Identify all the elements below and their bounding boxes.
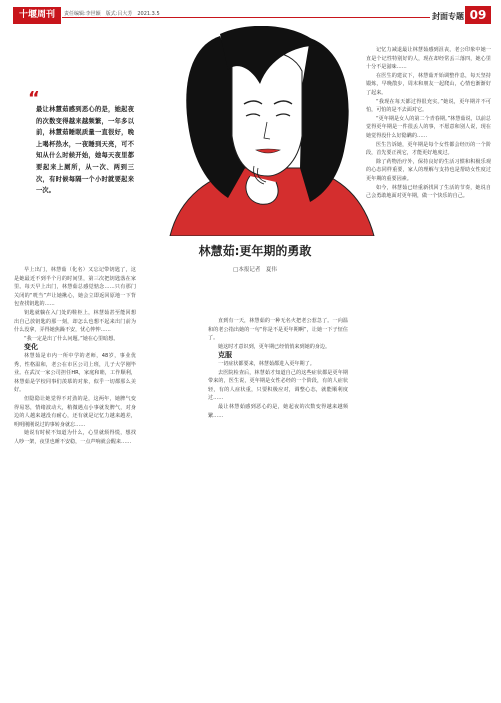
masthead-title: 十堰周刊 [13,7,61,24]
paragraph: 她说有时候不知道为什么，心里就烦得慌，想找人吵一架，夜里也睡不安稳，一点声响就会醒来…… [14,430,136,445]
article-column-1 [14,266,136,446]
paragraph: “更年期是女人的第二个青春期。”林慧茹说，以前总觉得更年期是一件很丢人的事，不愿意和别人说，现在她觉得没什么好隐瞒的…… [366,115,491,139]
headline-block [150,238,360,298]
paragraph: 最让林慧茹感到恶心的是，她起夜的次数变得越来越频繁…… [208,403,348,419]
portrait-illustration [150,26,378,236]
paragraph: “我一定是出了什么问题。”她在心里暗想。 [24,335,119,342]
paragraph: “我现在每天都过得很充实。”她说，更年期并不可怕，可怕的是不去面对它。 [366,98,491,114]
paragraph: 直到有一天，林慧茹的一种无名火把老公惹急了。一向温和的老公指出她的一句“你是不是更年期啊”，让她一下子怔住了。 [208,318,348,342]
article-column-3 [366,46,491,201]
paragraph: 但隐隐让她觉得不对劲的是，这两年，她脾气变得易怒，情绪波动大，稍微遇点小事就发脾气，对身边的人越来越没有耐心，还有就是记忆力越来越差，明明刚刚说过的事转身就忘…… [14,395,136,428]
page-number: 09 [465,6,491,24]
masthead-rule [62,17,430,18]
quote-mark-icon: “ [28,88,40,109]
paragraph: 如今，林慧茹已经重新找回了生活的节奏，她说自己会勇敢地面对更年期，做一个快乐的自己。 [366,184,491,200]
paragraph: 林慧茹是市内一所中学的老师，48岁，事业优秀，性格温和，老公在市区公司上班，儿子大学刚毕业。在武汉一家公司担任HR，家庭和睦，工作顺利，林慧茹是学校同事们羡慕的对象，似乎一切都那么美好。 [14,352,136,394]
paragraph: 去医院检查后，林慧茹才知道自己的这些症状都是更年期带来的，医生说，更年期是女性必经的一个阶段，有的人症状轻，有的人症状重，只要积极应对，调整心态，就能顺利度过…… [208,369,348,402]
headline: 林慧茹:更年期的勇敢 [198,244,312,258]
paragraph: 一切症状都要来，林慧茹都进入更年期了。 [218,360,315,367]
paragraph: 在医生的建议下，林慧茹开始调整作息，每天坚持锻炼，早晚散步，周末和朋友一起爬山，心情也渐渐好了起来。 [366,72,491,96]
subhead: 变化 [24,343,38,352]
subhead: 克服 [218,351,232,360]
pull-quote [28,90,134,270]
byline: □本报记者 夏伟 [233,267,277,273]
paragraph: 记忆力减退最让林慧茹感到沮丧，老公印象中她一直是个记性特别好的人，现在却经常丢三落四，她心里十分不是滋味…… [366,47,491,71]
pull-quote-text: 最让林慧茹感到恶心的是，她起夜的次数变得越来越频繁，一年多以前，林慧茹睡眠质量一直很好，晚上喝杯热水，一夜睡到天亮，可不知从什么时候开始，她每天夜里都要起来上厕所，从一次、两到三次，有时候每隔一个小时就要起来一次。 [36,106,134,195]
masthead-meta: 责任编辑:李世颖 版式:吕大芳 2021.3.5 [64,11,160,17]
paragraph: 她这时才意识到，更年期已经悄悄来到她的身边。 [218,343,331,350]
paragraph: 钥匙就躺在入门处的鞋柜上，林慧茹甚至能回想出自己放钥匙的那一刻，却怎么也想不起来出门前为什么没拿，弄得她焦躁不安，忧心忡忡…… [14,309,136,334]
paragraph: 早上出门，林慧茹（化名）又忘记带钥匙了，这是她最近不到半个月的时间里，第三次把钥匙落在家里。每天早上出门，林慧茹总感觉惦念……只有那门关闭的“咣当”声让她揪心，她会立即返回原地一下背包查找钥匙的…… [14,267,136,308]
paragraph: 医生告诉她，更年期是每个女性都会经历的一个阶段，首先要正视它，才能更好地度过。 [366,141,491,157]
paragraph: 除了药物治疗外，保持良好的生活习惯和积极乐观的心态同样重要，家人的理解与支持也是帮助女性度过更年期的重要因素。 [366,158,491,182]
article-column-2 [208,317,348,420]
section-name: 封面专题 [432,12,464,21]
